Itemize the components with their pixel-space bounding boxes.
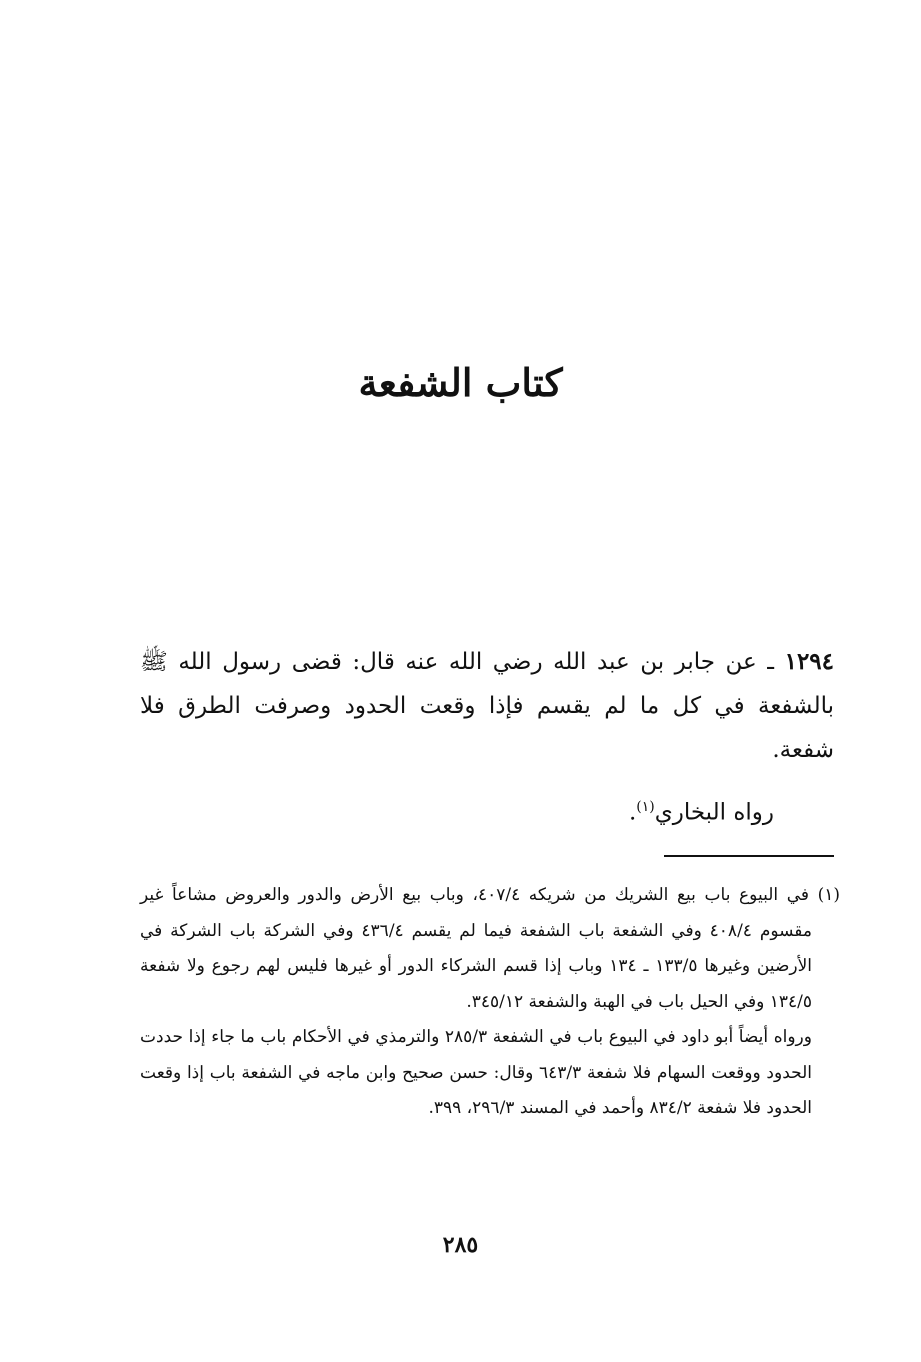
footnote-divider	[664, 855, 834, 857]
footnote-marker: (١)	[636, 799, 655, 815]
hadith-source	[140, 787, 774, 833]
footnote-1-continuation: ورواه أيضاً أبو داود في البيوع باب في الشفعة ٢٨٥/٣ والترمذي في الأحكام باب ما جاء إذا حددت الحدود ووقعت السهام فلا شفعة ٦٤٣/٣ وقال: حسن صحيح وابن ماجه في الشفعة باب إذا وقعت الحدود فلا شفعة ٨٣٤/٢ وأحمد في المسند ٢٩٦/٣، ٣٩٩.	[140, 1027, 813, 1118]
footnote-1: (١) في البيوع باب بيع الشريك من شريكه ٤٠٧/٤، وباب بيع الأرض والدور والعروض مشاعاً غير مقسوم ٤٠٨/٤ وفي الشفعة باب الشفعة فيما لم يقسم ٤٣٦/٤ وفي الشركة باب الشركة في الأرضين وغيرها ١٣٣/٥ ـ ١٣٤ وباب إذا قسم الشركاء الدور أو غيرها فليس لهم رجوع ولا شفعة ١٣٤/٥ وفي الحيل باب في الهبة والشفعة ٣٤٥/١٢.	[140, 885, 840, 1012]
hadith-number: ١٢٩٤	[784, 648, 835, 675]
source-text: رواه البخاري	[654, 799, 774, 826]
page-number: ٢٨٥	[442, 1232, 479, 1258]
footnotes-section	[140, 878, 840, 1127]
hadith-text: ـ عن جابر بن عبد الله رضي الله عنه قال: قضى رسول الله ﷺ بالشفعة في كل ما لم يقسم فإذا وقعت الحدود وصرفت الطرق فلا شفعة.	[140, 649, 834, 763]
chapter-title: كتاب الشفعة	[358, 360, 563, 405]
hadith-paragraph	[140, 640, 834, 772]
source-period: .	[628, 799, 637, 826]
